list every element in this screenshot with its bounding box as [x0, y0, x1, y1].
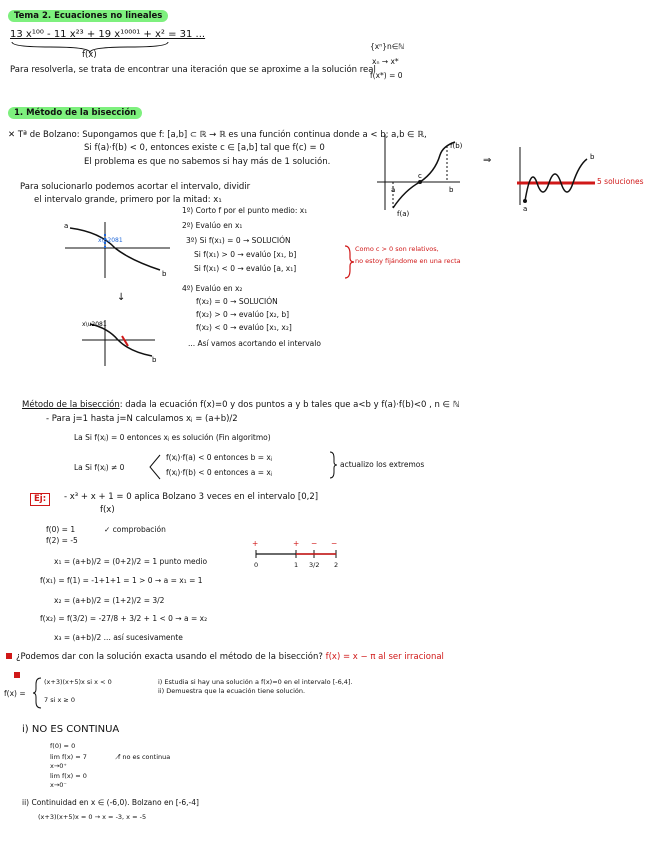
red-note-1: Como c > 0 son relativos,	[355, 245, 439, 253]
tick-0: 0	[254, 561, 259, 569]
main-equation: 13 x¹⁰⁰ - 11 x²³ + 19 x¹⁰⁰⁰¹ + x² = 31 ...	[10, 29, 206, 40]
example-f0: f(0) = 1	[46, 525, 76, 534]
ii-equation: (x+3)(x+5)x = 0 → x = -3, x = -5	[38, 813, 147, 821]
bolzano-graph	[375, 130, 465, 220]
method-definition	[22, 400, 460, 411]
example-fx2: f(x₂) = f(3/2) = -27/8 + 3/2 + 1 < 0 → a = x₂	[40, 614, 208, 623]
task-i: i) Estudia si hay una solución a f(x)=0 en el intervalo [-6,4].	[158, 678, 353, 686]
svg-text:b: b	[152, 356, 157, 364]
example-f2: f(2) = -5	[46, 536, 78, 545]
sign-3: −	[331, 539, 338, 548]
nc-note: f̸ no es continua	[118, 753, 171, 761]
question-line	[6, 652, 444, 663]
method-case-2b: f(xⱼ)·f(b) < 0 entonces a = xⱼ	[166, 468, 273, 477]
example-x1: x₁ = (a+b)/2 = (0+2)/2 = 1 punto medio	[54, 557, 208, 566]
method-update: actualizo los extremos	[340, 460, 425, 469]
piecewise-a: (x+3)(x+5)x si x < 0	[44, 678, 112, 686]
step-2: 2º) Evalúo en x₁	[182, 221, 243, 230]
method-case-2a: f(xⱼ)·f(a) < 0 entonces b = xⱼ	[166, 453, 273, 462]
tick-1: 1	[294, 561, 299, 569]
step-3c: Si f(x₁) < 0 → evalúo [a, x₁]	[194, 264, 297, 273]
sequence-1: {xⁿ}n∈ℕ	[370, 42, 405, 51]
red-note-2: no estoy fijándome en una recta	[355, 257, 461, 265]
svg-text:f(a): f(a)	[397, 210, 410, 218]
sequence-3: f(x*) = 0	[370, 71, 403, 80]
sign-2: −	[311, 539, 318, 548]
step-3b: Si f(x₁) > 0 → evalúo [x₁, b]	[194, 250, 297, 259]
nc-lim-right: lim f(x) = 7	[50, 753, 87, 761]
svg-text:b: b	[449, 186, 454, 194]
ii-title: ii) Continuidad en x ∈ (-6,0). Bolzano en [-6,-4]	[22, 798, 199, 807]
svg-text:f(b): f(b)	[450, 142, 463, 150]
step-4c: f(x₂) < 0 → evalúo [x₁, x₂]	[196, 323, 292, 332]
svg-text:a: a	[64, 222, 69, 230]
red-bullet	[6, 653, 12, 659]
solve-line-1: Para solucionarlo podemos acortar el intervalo, dividir	[20, 182, 251, 192]
example-equation: - x³ + x + 1 = 0 aplica Bolzano 3 veces en el intervalo [0,2]	[64, 492, 319, 502]
piecewise-b: 7 si x ≥ 0	[44, 696, 76, 704]
example-x2: x₂ = (a+b)/2 = (1+2)/2 = 3/2	[54, 596, 165, 605]
down-arrow: ↓	[117, 292, 126, 303]
sign-0: +	[252, 539, 259, 548]
fx-label: f(x)	[82, 50, 97, 60]
piecewise-brace	[32, 676, 42, 710]
solve-line-2: el intervalo grande, primero por la mitad: x₁	[34, 195, 222, 205]
nc-lim-left-sub: x→0⁻	[50, 781, 67, 789]
step-4: 4º) Evalúo en x₂	[182, 284, 243, 293]
example-label: Ej:	[30, 493, 50, 506]
conclusion: ... Así vamos acortando el intervalo	[188, 339, 321, 348]
svg-text:x\u2081: x\u2081	[98, 237, 123, 244]
bisection-graph-1	[60, 220, 180, 280]
no-continuous-title: i) NO ES CONTINUA	[22, 724, 120, 735]
number-line	[248, 538, 358, 572]
method-case-1: La Si f(xⱼ) = 0 entonces xⱼ es solución (Fin algoritmo)	[74, 433, 271, 442]
nc-lim-right-sub: x→0⁺	[50, 762, 67, 770]
step-3: 3º) Si f(x₁) = 0 → SOLUCIÓN	[186, 236, 291, 245]
five-solutions-label: 5 soluciones	[597, 177, 644, 186]
tick-3: 2	[334, 561, 339, 569]
example-fx: f(x)	[100, 505, 115, 515]
question-answer: f(x) = x − π al ser irracional	[325, 652, 444, 662]
case-brace-right	[328, 450, 338, 480]
step-4a: f(x₂) = 0 → SOLUCIÓN	[196, 297, 278, 306]
svg-text:a: a	[391, 186, 396, 194]
case-brace-left	[148, 453, 162, 481]
svg-text:c: c	[418, 172, 422, 180]
red-brace	[343, 244, 355, 280]
svg-text:x\u2081: x\u2081	[82, 321, 107, 328]
sign-1: +	[293, 539, 300, 548]
bolzano-condition: Si f(a)·f(b) < 0, entonces existe c ∈ [a,b] tal que f(c) = 0	[84, 143, 325, 153]
task-ii: ii) Demuestra que la ecuación tiene solución.	[158, 687, 306, 695]
method-intro: : dada la ecuación f(x)=0 y dos puntos a y b tales que a<b y f(a)·f(b)<0 , n ∈ ℕ	[119, 400, 460, 410]
svg-text:b: b	[590, 153, 595, 161]
tick-2: 3/2	[309, 561, 320, 569]
example-fx1: f(x₁) = f(1) = -1+1+1 = 1 > 0 → a = x₁ = 1	[40, 576, 203, 585]
method-case-2: La Si f(xⱼ) ≠ 0	[74, 463, 125, 472]
bisection-graph-2	[80, 318, 160, 368]
exercise-bullet	[14, 671, 24, 682]
nc-f0: f(0) = 0	[50, 742, 76, 750]
piecewise-fx: f(x) =	[4, 689, 26, 698]
bolzano-problem: El problema es que no sabemos si hay más de 1 solución.	[84, 157, 331, 167]
resolve-line: Para resolverla, se trata de encontrar una iteración que se aproxime a la solución real	[10, 65, 376, 75]
method-loop: - Para j=1 hasta j=N calculamos xⱼ = (a+b)/2	[46, 414, 238, 424]
nc-lim-left: lim f(x) = 0	[50, 772, 87, 780]
topic-title: Tema 2. Ecuaciones no lineales	[8, 11, 168, 22]
sequence-2: xₙ → x*	[372, 57, 399, 66]
implies-arrow: ⇒	[483, 155, 492, 166]
example-check: ✓ comprobación	[104, 525, 166, 534]
step-4b: f(x₂) > 0 → evalúo [x₂, b]	[196, 310, 290, 319]
method-title: Método de la bisección	[22, 400, 120, 410]
step-1: 1º) Corto f por el punto medio: x₁	[182, 206, 308, 215]
section-title-bisection: 1. Método de la bisección	[8, 108, 142, 119]
svg-text:a: a	[523, 205, 528, 213]
bolzano-theorem: ✕ Tª de Bolzano: Supongamos que f: [a,b] ⊂ ℝ → ℝ es una función continua donde a < b; a,b ∈ ℝ,	[8, 130, 427, 140]
example-x3: x₃ = (a+b)/2 ... así sucesivamente	[54, 633, 183, 642]
svg-text:b: b	[162, 270, 167, 278]
question-text: ¿Podemos dar con la solución exacta usando el método de la bisección?	[16, 652, 323, 662]
five-solutions-graph	[515, 145, 605, 215]
